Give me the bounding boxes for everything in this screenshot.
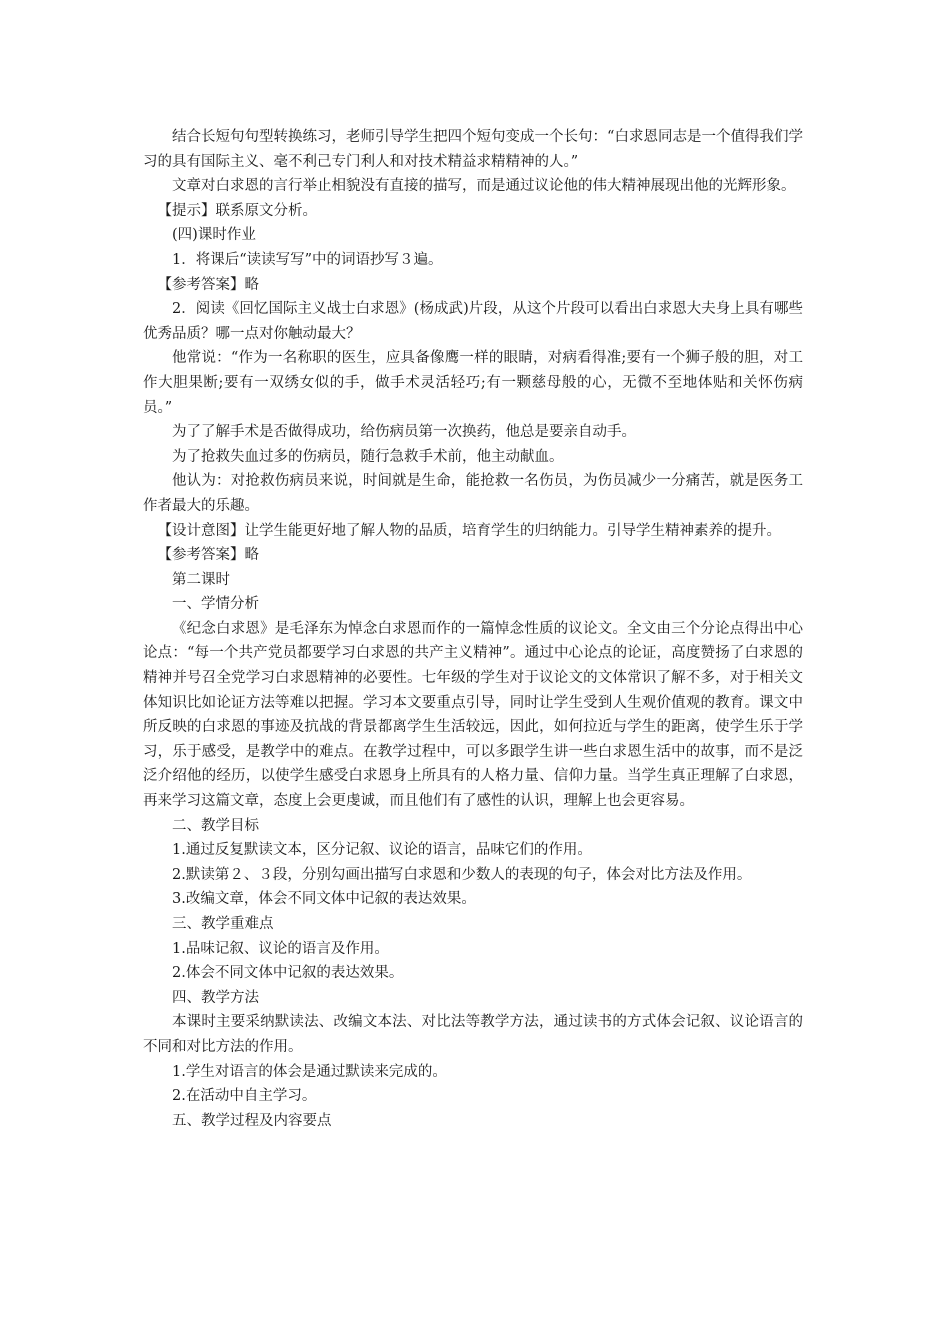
design-intent: 【设计意图】让学生能更好地了解人物的品质，培育学生的归纳能力。引导学生精神素养的提升。 — [157, 522, 781, 539]
paragraph: 为了抢救失血过多的伤病员，随行急救手术前，他主动献血。 — [172, 448, 564, 465]
lesson-heading: 第二课时 — [172, 571, 230, 588]
list-item: 3.改编文章，体会不同文体中记叙的表达效果。 — [172, 891, 476, 908]
list-item: 1.学生对语言的体会是通过默读来完成的。 — [172, 1063, 447, 1080]
paragraph: 《纪念白求恩》是毛泽东为悼念白求恩而作的一篇悼念性质的议论文。全文由三个分论点得出中心论点：“每一个共产党员都要学习白求恩的共产主义精神”。通过中心论点的论证，高度赞扬了白求恩的精神并号召全党学习白求恩精神的必要性。七年级的学生对于议论文的文体常识了解不多，对于相关文体知识比如论证方法等难以把握。学习本文要重点引导，同时让学生受到人生观价值观的教育。课文中所反映的白求恩的事迹及抗战的背景都离学生生活较远，因此，如何拉近与学生的距离，使学生乐于学习，乐于感受，是教学中的难点。在教学过程中，可以多跟学生讲一些白求恩生活中的故事，而不是泛泛介绍他的经历，以使学生感受白求恩身上所具有的人格力量、信仰力量。当学生真正理解了白求恩，再来学习这篇文章，态度上会更虔诚，而且他们有了感性的认识，理解上也会更容易。 — [143, 620, 803, 810]
list-item: 1．将课后“读读写写”中的词语抄写３遍。 — [172, 251, 443, 268]
paragraph: 本课时主要采纳默读法、改编文本法、对比法等教学方法，通过读书的方式体会记叙、议论语言的不同和对比方法的作用。 — [143, 1014, 803, 1055]
section-heading: 五、教学过程及内容要点 — [172, 1112, 332, 1129]
list-item: 1.品味记叙、议论的语言及作用。 — [172, 940, 389, 957]
paragraph: 结合长短句句型转换练习，老师引导学生把四个短句变成一个长句：“白求恩同志是一个值得我们学习的具有国际主义、毫不利己专门利人和对技术精益求精精神的人。” — [143, 129, 803, 170]
paragraph: 文章对白求恩的言行举止相貌没有直接的描写，而是通过议论他的伟大精神展现出他的光辉形象。 — [172, 178, 796, 195]
list-item: 2.默读第２、３段，分别勾画出描写白求恩和少数人的表现的句子，体会对比方法及作用。 — [172, 866, 752, 883]
section-heading: 三、教学重难点 — [172, 916, 274, 932]
list-item: 2.体会不同文体中记叙的表达效果。 — [172, 965, 404, 982]
list-item: 1.通过反复默读文本，区分记叙、议论的语言，品味它们的作用。 — [172, 842, 592, 859]
section-heading: 四、教学方法 — [172, 989, 259, 1006]
document-body — [143, 125, 803, 1133]
list-item: 2．阅读《回忆国际主义战士白求恩》(杨成武)片段，从这个片段可以看出白求恩大夫身上具有哪些优秀品质？哪一点对你触动最大？ — [143, 301, 803, 342]
section-heading: 一、学情分析 — [172, 596, 259, 613]
section-heading: (四)课时作业 — [172, 227, 256, 244]
section-heading: 二、教学目标 — [172, 817, 259, 834]
paragraph: 为了了解手术是否做得成功，给伤病员第一次换药，他总是要亲自动手。 — [172, 424, 636, 441]
answer-label: 【参考答案】略 — [157, 276, 259, 293]
paragraph: 他常说：“作为一名称职的医生，应具备像鹰一样的眼睛，对病看得准;要有一个狮子般的胆，对工作大胆果断;要有一双绣女似的手，做手术灵活轻巧;有一颗慈母般的心，无微不至地体贴和关怀伤病员。” — [143, 350, 803, 416]
hint-label: 【提示】联系原文分析。 — [157, 202, 317, 219]
paragraph: 他认为：对抢救伤病员来说，时间就是生命，能抢救一名伤员，为伤员减少一分痛苦，就是医务工作者最大的乐趣。 — [143, 473, 803, 514]
answer-label: 【参考答案】略 — [157, 547, 259, 564]
list-item: 2.在活动中自主学习。 — [172, 1088, 317, 1105]
